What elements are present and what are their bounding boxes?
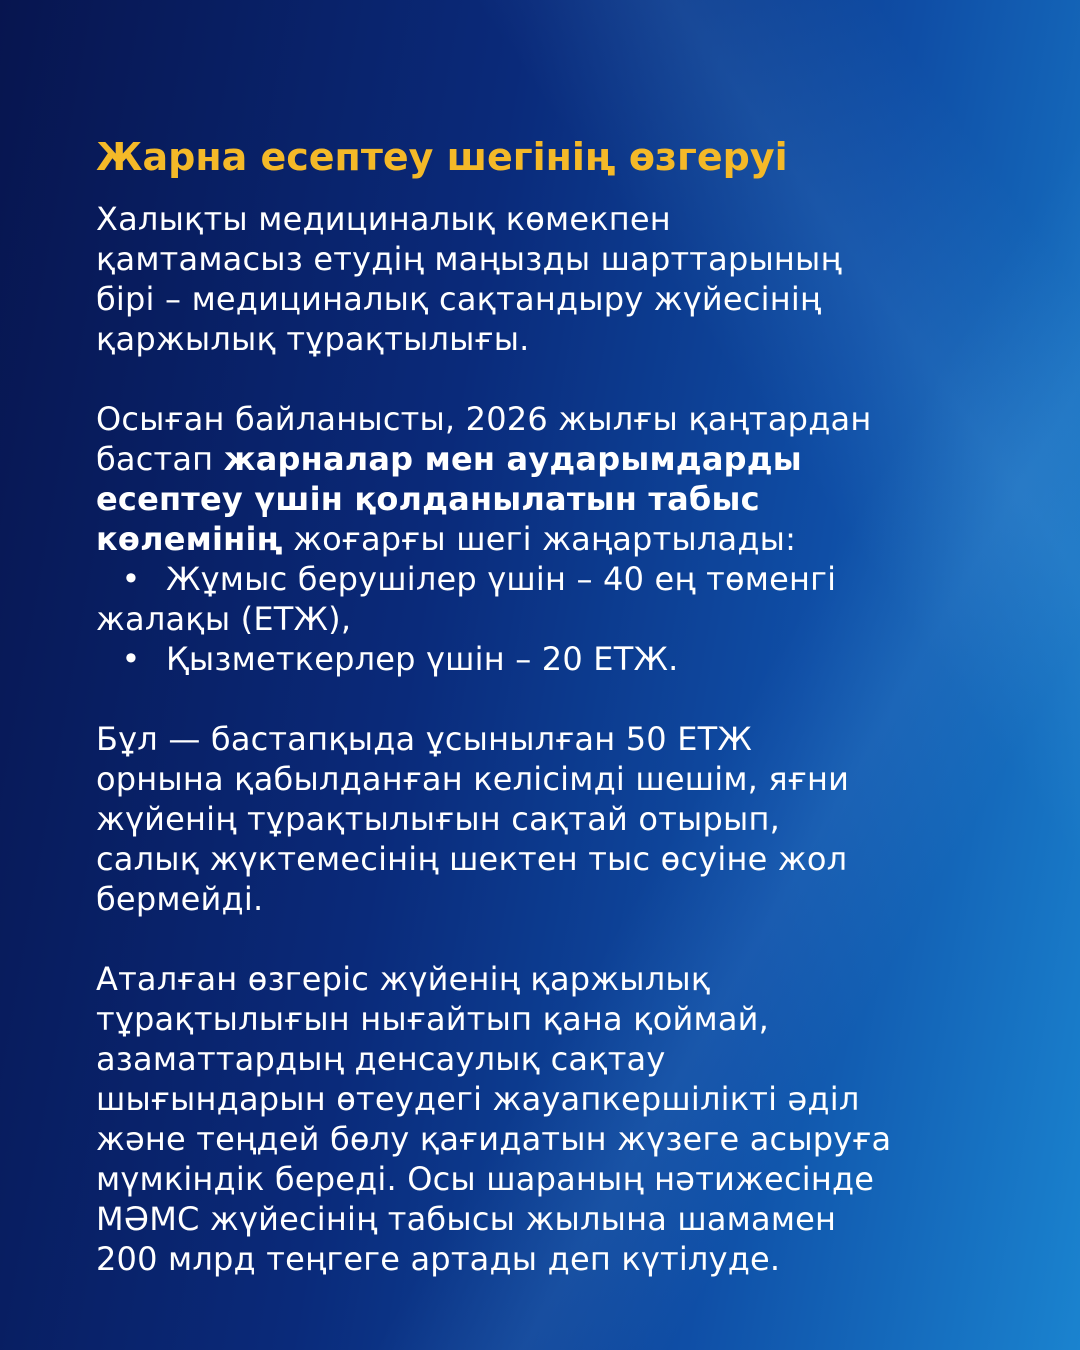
bullet-item-employees xyxy=(96,639,1036,679)
conclusion-line: шығындарын өтеудегі жауапкершілікті әділ xyxy=(96,1080,860,1118)
announcement-emphasis: есептеу үшін қолданылатын табыс xyxy=(96,480,760,518)
decision-line: бермейді. xyxy=(96,880,264,918)
bullet-dot-icon: • xyxy=(121,640,141,678)
intro-line: бірі – медициналық сақтандыру жүйесінің xyxy=(96,280,822,318)
conclusion-line: МӘМС жүйесінің табысы жылына шамамен xyxy=(96,1200,837,1238)
announcement-emphasis: көлемінің xyxy=(96,520,283,558)
bullet-list xyxy=(96,559,1036,679)
bullet-text: Қызметкерлер үшін – 20 ЕТЖ. xyxy=(166,640,679,678)
paragraph-gap xyxy=(96,919,1036,959)
announcement-emphasis: жарналар мен аударымдарды xyxy=(223,440,802,478)
decision-paragraph xyxy=(96,719,1036,919)
announcement-text: жоғарғы шегі жаңартылады: xyxy=(282,520,797,558)
conclusion-line: және теңдей бөлу қағидатын жүзеге асыруға xyxy=(96,1120,892,1158)
announcement-line xyxy=(96,479,1036,519)
decision-line: салық жүктемесінің шектен тыс өсуіне жол xyxy=(96,840,848,878)
content-block xyxy=(96,133,1036,1279)
announcement-line: Осыған байланысты, 2026 жылғы қаңтардан xyxy=(96,400,872,438)
conclusion-line: тұрақтылығын нығайтып қана қоймай, xyxy=(96,1000,770,1038)
conclusion-line: азаматтардың денсаулық сақтау xyxy=(96,1040,666,1078)
intro-paragraph xyxy=(96,199,1036,359)
conclusion-line: мүмкіндік береді. Осы шараның нәтижесінде xyxy=(96,1160,875,1198)
paragraph-gap xyxy=(96,359,1036,399)
conclusion-line: 200 млрд теңгеге артады деп күтілуде. xyxy=(96,1240,781,1278)
intro-line: Халықты медициналық көмекпен xyxy=(96,200,671,238)
decision-line: Бұл — бастапқыда ұсынылған 50 ЕТЖ xyxy=(96,720,753,758)
bullet-item-employers-continued: жалақы (ЕТЖ), xyxy=(96,600,352,638)
announcement-text: бастап xyxy=(96,440,224,478)
decision-line: жүйенің тұрақтылығын сақтай отырып, xyxy=(96,800,780,838)
page-title: Жарна есептеу шегінің өзгеруі xyxy=(96,135,788,179)
conclusion-paragraph xyxy=(96,959,1036,1279)
conclusion-line: Аталған өзгеріс жүйенің қаржылық xyxy=(96,960,711,998)
intro-line: қамтамасыз етудің маңызды шарттарының xyxy=(96,240,842,278)
bullet-item-employers xyxy=(96,559,1036,599)
announcement-line xyxy=(96,519,1036,559)
bullet-dot-icon: • xyxy=(121,560,141,598)
intro-line: қаржылық тұрақтылығы. xyxy=(96,320,530,358)
bullet-text: Жұмыс берушілер үшін – 40 ең төменгі xyxy=(166,560,837,598)
announcement-paragraph xyxy=(96,399,1036,559)
decision-line: орнына қабылданған келісімді шешім, яғни xyxy=(96,760,850,798)
announcement-line xyxy=(96,439,1036,479)
paragraph-gap xyxy=(96,679,1036,719)
